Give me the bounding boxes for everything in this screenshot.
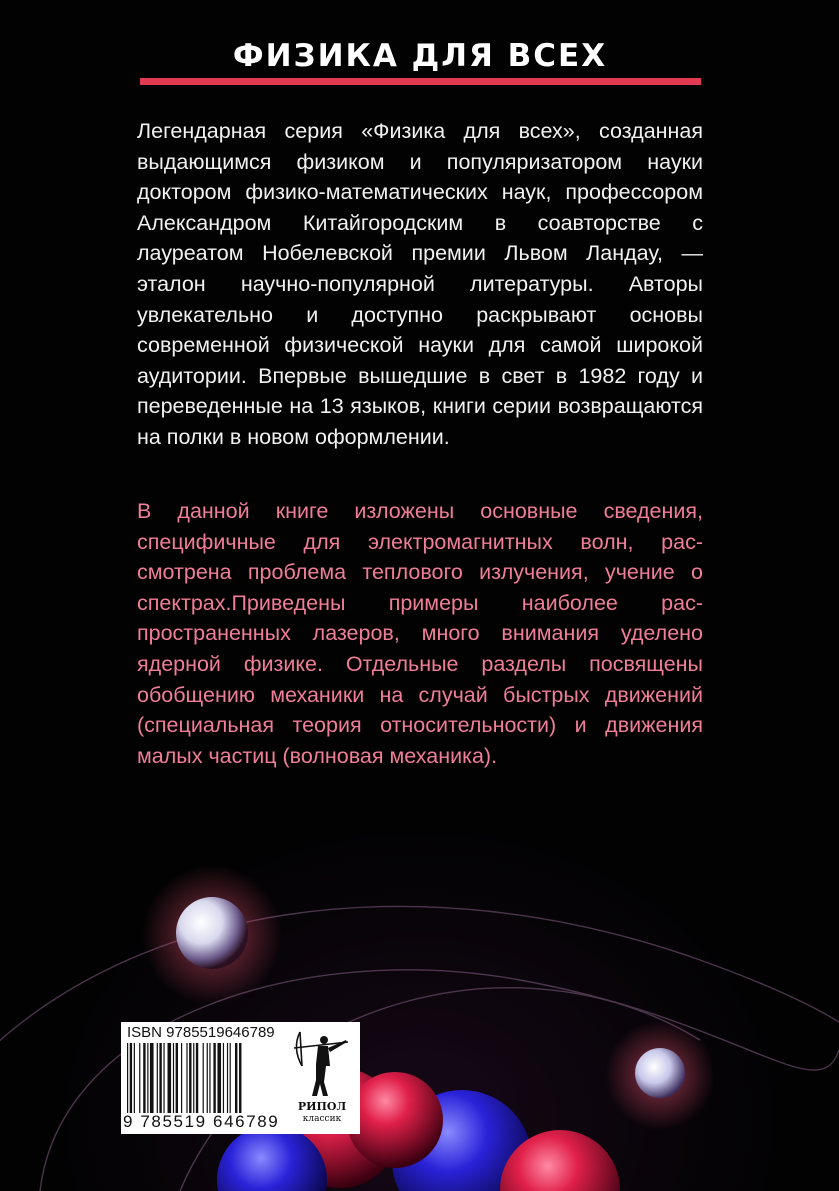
book-description: В данной книге изложены основные сведения, специфичные для электромагнитных волн, рассмотрена проблема теплового излучения, учение о спектрах.Приведены примеры наиболее распространенных лазеров, много внимания уделено ядерной физике. Отдельные разделы посвящены обобщению механики на случай быстрых движений (специальная теория относительности) и движения малых частиц (волновая механика). (137, 499, 703, 768)
publisher-name: РИПОЛ (297, 1100, 347, 1113)
barcode-panel (121, 1022, 360, 1134)
isbn-digits: 9 785519 646789 (123, 1112, 280, 1131)
publisher-logo (288, 1026, 356, 1130)
series-title: ФИЗИКА ДЛЯ ВСЕХ (232, 38, 608, 74)
isbn-label: ISBN 9785519646789 (127, 1024, 275, 1041)
title-underline (140, 78, 701, 85)
barcode (127, 1043, 282, 1113)
archer-icon (288, 1026, 356, 1100)
series-description: Легендарная серия «Физика для всех», созданная выдающимся физиком и популяризатором науки доктором физико-математических наук, профессором Александром Китайгородским в соавторстве с лауреатом Нобелевской премии Львом Ландау, — эталон научно-популярной литературы. Авторы увлекательно и доступно раскрывают основы современной физической науки для самой широкой аудитории. Впервые вышедшие в свет в 1982 году и переведенные на 13 языков, книги серии возвращаются на полки в новом оформлении. (137, 119, 703, 449)
publisher-subname: классик (302, 1114, 342, 1124)
